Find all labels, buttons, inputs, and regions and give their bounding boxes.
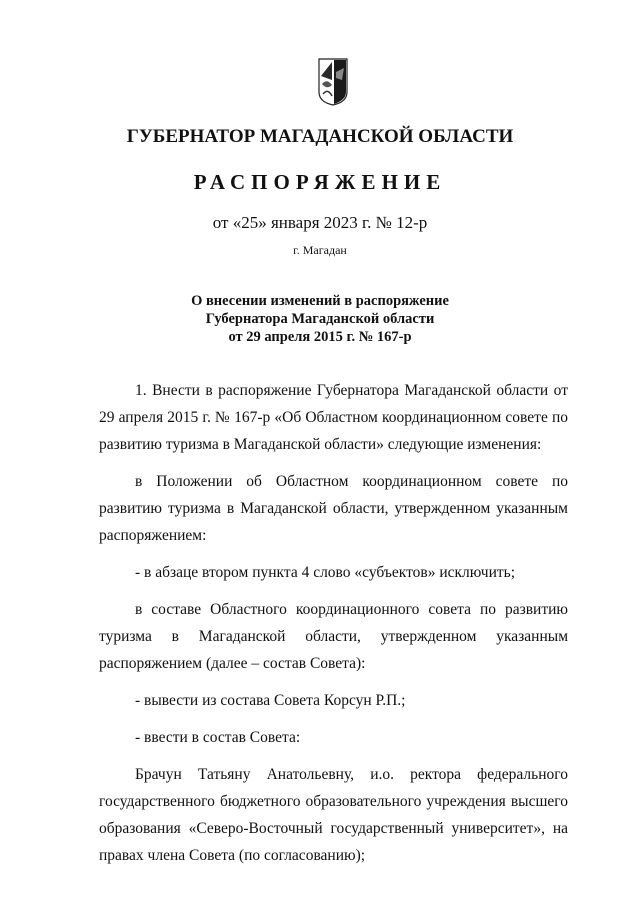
paragraph-exclude-word: - в абзаце втором пункта 4 слово «субъектов» исключить; [135,564,516,581]
paragraph-new-member: Брачун Татьяну Анатольевну, и.о. ректора федерального государственного бюджетного образовательного учреждения высшего образования «Северо-Восточный государственный университет», на правах члена Совета (по согласованию); [99,766,568,864]
order-city: г. Магадан [293,243,347,257]
governor-title: ГУБЕРНАТОР МАГАДАНСКОЙ ОБЛАСТИ [126,126,514,147]
paragraph-remove-member: - вывести из состава Совета Корсун Р.П.; [135,692,406,709]
order-type-heading: РАСПОРЯЖЕНИЕ [193,170,447,194]
paragraph-add-members: - ввести в состав Совета: [135,729,301,746]
subject-line-1: О внесении изменений в распоряжение [191,293,449,309]
order-date-number: от «25» января 2023 г. № 12-р [212,213,428,232]
coat-of-arms-icon [318,58,348,106]
paragraph-council-composition: в составе Областного координационного совета по развитию туризма в Магаданской области, утвержденном указанным распоряжением (далее – состав Совета): [99,601,568,672]
order-body [99,377,568,879]
subject-line-2: Губернатора Магаданской области [205,311,435,327]
subject-line-3: от 29 апреля 2015 г. № 167-р [228,329,412,345]
order-subject [0,292,640,346]
paragraph-regulation-change: в Положении об Областном координационном совете по развитию туризма в Магаданской области, утвержденном указанным распоряжением: [99,473,568,544]
paragraph-item-1: 1. Внести в распоряжение Губернатора Магаданской области от 29 апреля 2015 г. № 167-р «Об Областном координационном совете по развитию туризма в Магаданской области» следующие изменения: [99,382,568,453]
